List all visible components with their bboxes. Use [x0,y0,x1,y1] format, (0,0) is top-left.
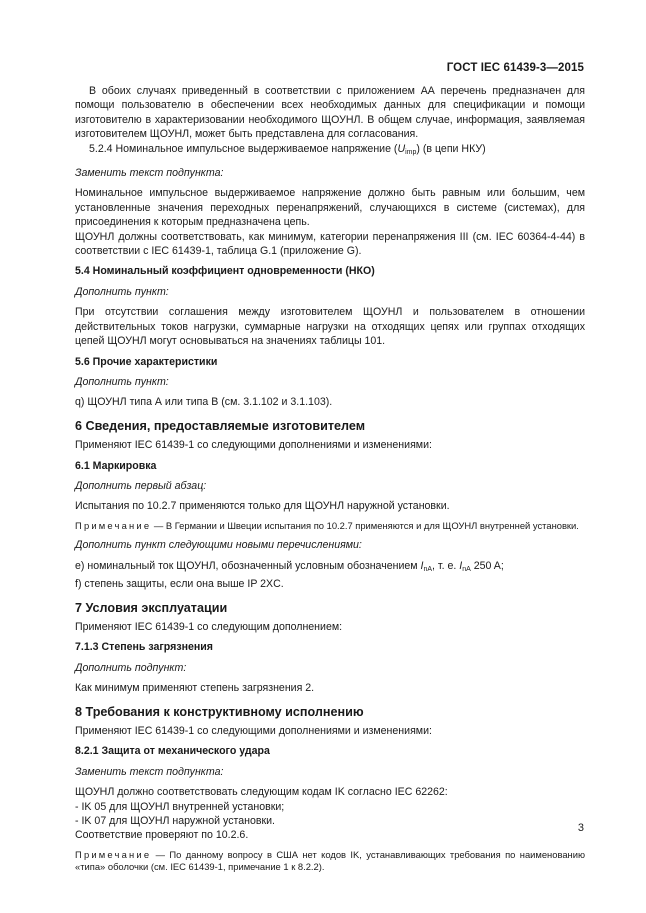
standard-header: ГОСТ IEC 61439-3—2015 [446,62,584,74]
paragraph-load [75,305,585,348]
item-ik-07: - IK 07 для ЩОУНЛ наружной установки. [75,815,275,828]
item-e [75,559,585,577]
item-q: q) ЩОУНЛ типа А или типа В (см. 3.1.102 и 3.1.103). [75,396,333,409]
clause-5-2-4-text: 5.2.4 Номинальное импульсное выдерживаемое напряжение ( [89,142,398,155]
paragraph-tests: Испытания по 10.2.7 применяются только для ЩОУНЛ наружной установки. [75,500,450,513]
clause-6-1-heading: 6.1 Маркировка [75,459,157,472]
page-number: 3 [577,822,584,834]
clause-5-2-4-heading [75,142,585,160]
section-7-heading: 7 Условия эксплуатации [75,600,228,615]
instruction-add-sub: Дополнить подпункт: [75,661,187,674]
paragraph-ik: ЩОУНЛ должно соответствовать следующим кодам IK согласно IEC 62262: [75,786,448,799]
note-2 [75,849,585,874]
note-1-text: — В Германии и Швеции испытания по 10.2.7 применяются и для ЩОУНЛ внутренней установки. [151,519,579,531]
paragraph-impulse-text: Номинальное импульсное выдерживаемое напряжение должно быть равным или большим, чем установленные значения переходных перенапряжений, случающихся в системе (системах), для присоединения к которым предназначена цепь. [75,187,585,229]
item-e-text: e) номинальный ток ЩОУНЛ, обозначенный условным обозначением [75,559,421,572]
symbol-u: U [397,142,406,155]
paragraph-overvoltage-text: ЩОУНЛ должны соответствовать, как минимум, категории перенапряжения III (см. IEC 60364-4-44) в соответствии с IEC 61439-1, таблица G.1 (приложение G). [75,230,585,258]
note-1-label: Примечание [75,519,152,531]
paragraph-impulse [75,186,585,229]
paragraph-apply-7: Применяют IEC 61439-1 со следующим дополнением: [75,620,343,633]
note-2-label: Примечание [75,848,152,860]
instruction-add-first: Дополнить первый абзац: [75,479,207,492]
item-ik-05: - IK 05 для ЩОУНЛ внутренней установки; [75,800,285,813]
paragraph-pollution: Как минимум применяют степень загрязнения 2. [75,682,315,695]
symbol-i-2-subscript: nA [462,565,471,573]
symbol-u-subscript: imp [405,148,417,156]
symbol-i-2: I [459,559,463,572]
item-e-text-end: 250 A; [470,559,504,572]
clause-5-6-heading: 5.6 Прочие характеристики [75,355,218,368]
instruction-add-items: Дополнить пункт следующими новыми перечислениями: [75,539,362,552]
clause-5-4-heading: 5.4 Номинальный коэффициент одновременности (НКО) [75,265,375,278]
instruction-add-1: Дополнить пункт: [75,285,169,298]
paragraph-intro [75,84,585,142]
section-8-heading: 8 Требования к конструктивному исполнению [75,704,364,719]
item-f: f) степень защиты, если она выше IP 2XC. [75,578,284,591]
paragraph-overvoltage [75,230,585,259]
instruction-replace-2: Заменить текст подпункта: [75,765,224,778]
clause-7-1-3-heading: 7.1.3 Степень загрязнения [75,641,213,654]
paragraph-compliance: Соответствие проверяют по 10.2.6. [75,829,249,842]
note-1 [75,520,585,533]
clause-5-2-4-text-end: ) (в цепи НКУ) [416,142,486,155]
paragraph-load-text: При отсутствии соглашения между изготовителем ЩОУНЛ и пользователем в отношении действительных токов нагрузки, суммарные нагрузки на отходящих цепях или группах отходящих цепей ЩОУНЛ могут основываться на значениях таблицы 101. [75,306,585,348]
item-e-text-mid: , т. е. [432,559,460,572]
instruction-add-2: Дополнить пункт: [75,375,169,388]
symbol-i-1-subscript: nA [423,565,433,573]
note-2-text: — По данному вопросу в США нет кодов IK, устанавливающих требования по наименованию «типа» оболочки (см. IEC 61439-1, примечание 1 к 8.2.2). [75,848,585,873]
section-6-heading: 6 Сведения, предоставляемые изготовителем [75,418,366,433]
paragraph-intro-text: В обоих случаях приведенный в соответствии с приложением АА перечень предназначен для помощи пользователю в обеспечении всех необходимых данных для спецификации и помощи изготовителю в характеризовании необходимого ЩОУНЛ. В общем случае, информация, заявляемая изготовителем ЩОУНЛ, может быть представлена для согласования. [75,85,585,141]
instruction-replace-1: Заменить текст подпункта: [75,167,224,180]
symbol-i-1: I [420,559,424,572]
document-body [75,84,585,874]
clause-8-2-1-heading: 8.2.1 Защита от механического удара [75,745,270,758]
paragraph-apply-8: Применяют IEC 61439-1 со следующими дополнениями и изменениями: [75,725,432,737]
paragraph-apply-6: Применяют IEC 61439-1 со следующими дополнениями и изменениями: [75,439,432,452]
